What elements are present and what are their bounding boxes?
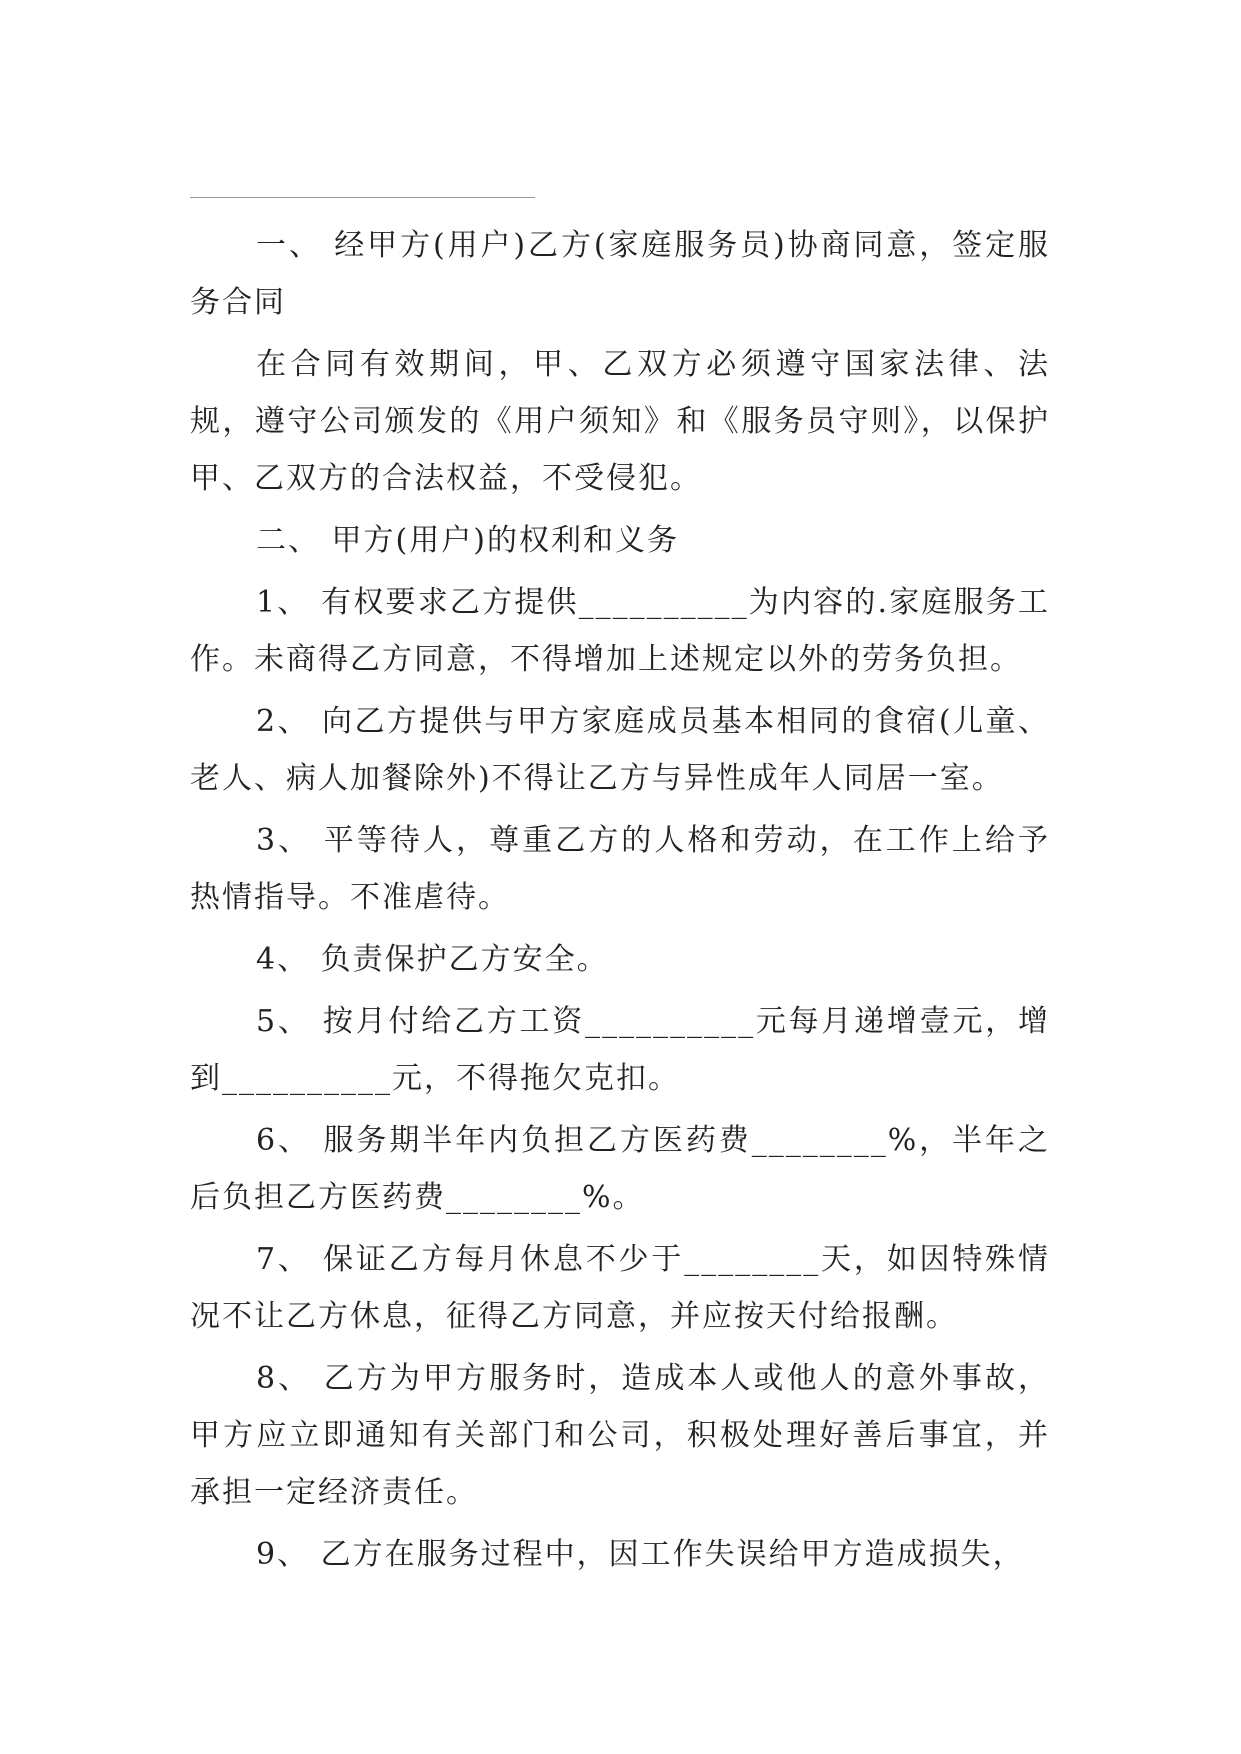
- item-8: 8、 乙方为甲方服务时，造成本人或他人的意外事故，甲方应立即通知有关部门和公司，积极处理好善后事宜，并承担一定经济责任。: [190, 1361, 1050, 1510]
- item-2: 2、 向乙方提供与甲方家庭成员基本相同的食宿(儿童、老人、病人加餐除外)不得让乙方与异性成年人同居一室。: [190, 704, 1050, 796]
- section-2-heading: 二、 甲方(用户)的权利和义务: [256, 523, 679, 558]
- item-7: 7、 保证乙方每月休息不少于________天，如因特殊情况不让乙方休息，征得乙方同意，并应按天付给报酬。: [190, 1242, 1050, 1334]
- document-body: [190, 217, 1050, 1588]
- item-4: 4、 负责保护乙方安全。: [256, 942, 609, 977]
- item-1: 1、 有权要求乙方提供__________为内容的.家庭服务工作。未商得乙方同意，不得增加上述规定以外的劳务负担。: [190, 585, 1050, 677]
- item-6: 6、 服务期半年内负担乙方医药费________%，半年之后负担乙方医药费________%。: [190, 1123, 1050, 1215]
- item-9: 9、 乙方在服务过程中，因工作失误给甲方造成损失，: [256, 1537, 1025, 1572]
- clause-1-intro: 一、 经甲方(用户)乙方(家庭服务员)协商同意，签定服务合同: [190, 228, 1050, 320]
- item-5: 5、 按月付给乙方工资__________元每月递增壹元，增到__________元，不得拖欠克扣。: [190, 1004, 1050, 1096]
- header-rule: [190, 197, 535, 198]
- item-3: 3、 平等待人，尊重乙方的人格和劳动，在工作上给予热情指导。不准虐待。: [190, 823, 1050, 915]
- validity-paragraph: 在合同有效期间，甲、乙双方必须遵守国家法律、法规，遵守公司颁发的《用户须知》和《服务员守则》，以保护甲、乙双方的合法权益，不受侵犯。: [190, 347, 1050, 496]
